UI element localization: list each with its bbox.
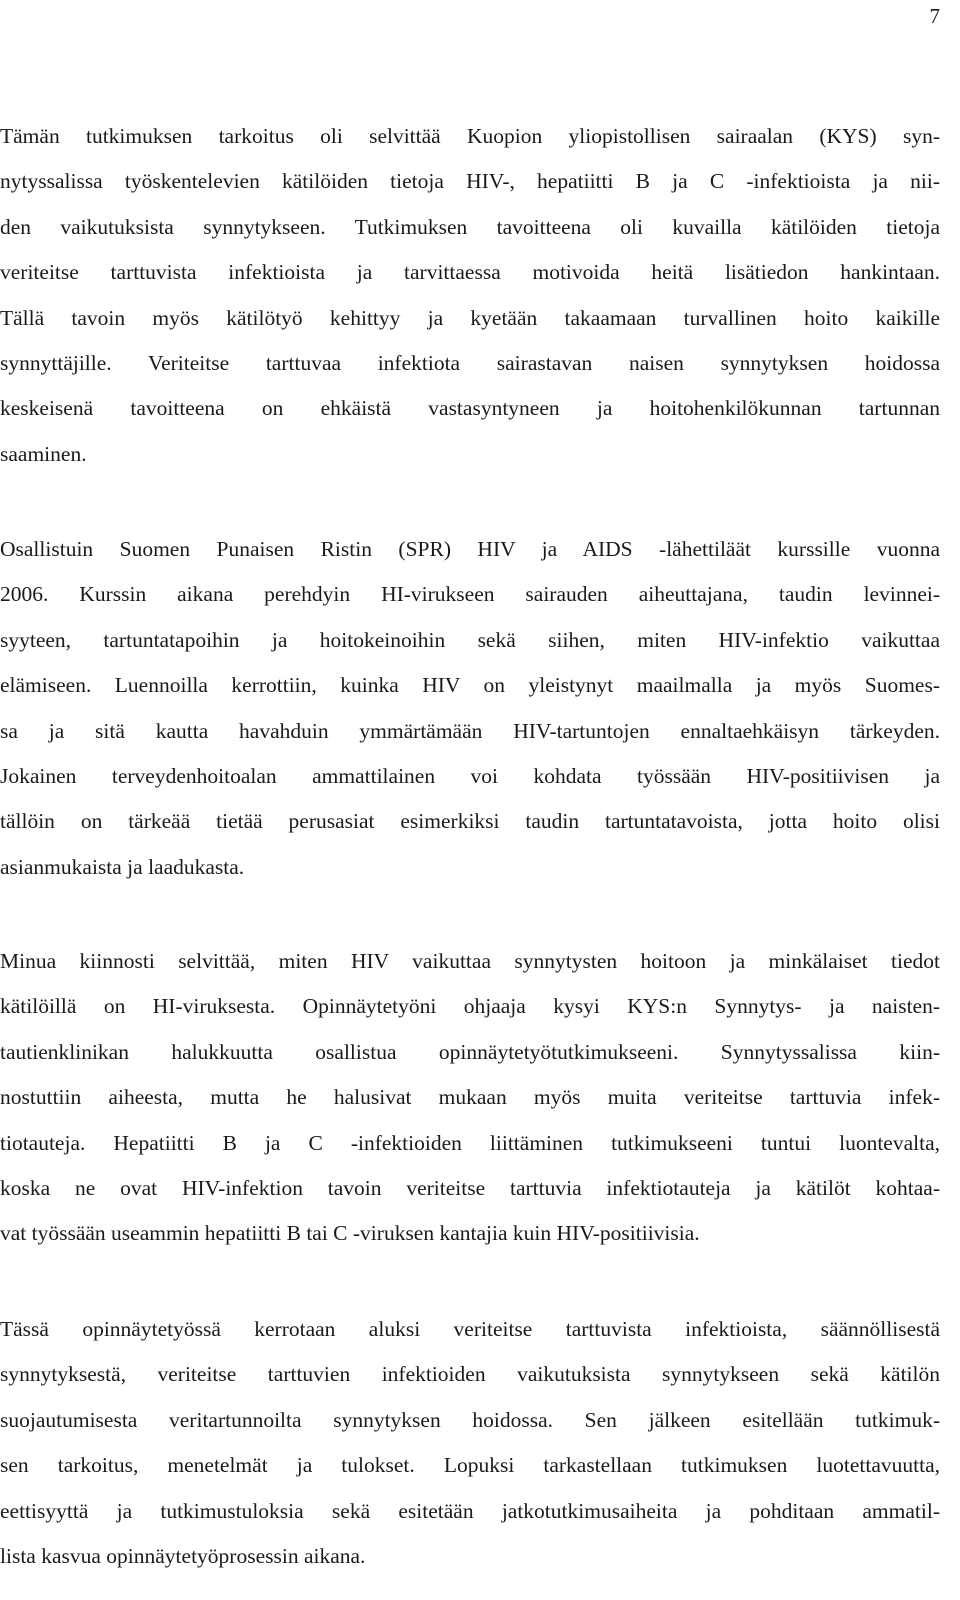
text-line: asianmukaista ja laadukasta. [0, 854, 245, 879]
text-line: Tällä tavoin myös kätilötyö kehittyy ja kyetään takaamaan turvallinen hoito kaikille [0, 305, 940, 330]
text-line: veriteitse tarttuvista infektioista ja tarvittaessa motivoida heitä lisätiedon hankintaan. [0, 260, 940, 285]
paragraph-purpose [0, 114, 940, 477]
text-line: tiotauteja. Hepatiitti B ja C -infektioiden liittäminen tutkimukseeni tuntui luontevalta, [0, 1130, 940, 1155]
text-line: Tämän tutkimuksen tarkoitus oli selvittää Kuopion yliopistollisen sairaalan (KYS) syn- [0, 124, 940, 148]
text-line: Tässä opinnäytetyössä kerrotaan aluksi veriteitse tarttuvista infektioista, säännöllisestä [0, 1317, 940, 1341]
text-line: tällöin on tärkeää tietää perusasiat esimerkiksi taudin tartuntatavoista, jotta hoito olisi [0, 809, 940, 834]
page-number: 7 [929, 4, 940, 28]
text-line: den vaikutuksista synnytykseen. Tutkimuksen tavoitteena oli kuvailla kätilöiden tietoja [0, 214, 940, 239]
text-line: Minua kiinnosti selvittää, miten HIV vaikuttaa synnytysten hoitoon ja minkälaiset tiedot [0, 949, 940, 973]
text-line: 2006. Kurssin aikana perehdyin HI-virukseen sairauden aiheuttajana, taudin levinnei- [0, 582, 940, 607]
paragraph-structure [0, 1307, 940, 1579]
text-line: koska ne ovat HIV-infektion tavoin veriteitse tarttuvia infektiotauteja ja kätilöt kohtaa- [0, 1175, 940, 1200]
text-line: nytyssalissa työskentelevien kätilöiden tietoja HIV-, hepatiitti B ja C -infektioista ja nii- [0, 169, 940, 194]
text-line: vat työssään useammin hepatiitti B tai C -viruksen kantajia kuin HIV-positiivisia. [0, 1221, 700, 1246]
text-line: synnytyksestä, veriteitse tarttuvien infektioiden vaikutuksista synnytykseen sekä kätilön [0, 1362, 940, 1387]
text-line: syyteen, tartuntatapoihin ja hoitokeinoihin sekä siihen, miten HIV-infektio vaikuttaa [0, 627, 940, 652]
text-line: eettisyyttä ja tutkimustuloksia sekä esitetään jatkotutkimusaiheita ja pohditaan ammatil- [0, 1498, 940, 1523]
text-line: elämiseen. Luennoilla kerrottiin, kuinka HIV on yleistynyt maailmalla ja myös Suomes- [0, 673, 940, 698]
text-line: sa ja sitä kautta havahduin ymmärtämään HIV-tartuntojen ennaltaehkäisyn tärkeyden. [0, 718, 940, 743]
text-line: kätilöillä on HI-viruksesta. Opinnäytetyöni ohjaaja kysyi KYS:n Synnytys- ja naisten- [0, 994, 940, 1019]
text-line: nostuttiin aiheesta, mutta he halusivat mukaan myös muita veriteitse tarttuvia infek- [0, 1085, 940, 1110]
text-line: synnyttäjille. Veriteitse tarttuvaa infektiota sairastavan naisen synnytyksen hoidossa [0, 350, 940, 375]
text-line: Jokainen terveydenhoitoalan ammattilainen voi kohdata työssään HIV-positiivisen ja [0, 763, 940, 788]
text-line: sen tarkoitus, menetelmät ja tulokset. Lopuksi tarkastellaan tutkimuksen luotettavuutta, [0, 1453, 940, 1478]
text-line: saaminen. [0, 441, 87, 466]
text-line: keskeisenä tavoitteena on ehkäistä vastasyntyneen ja hoitohenkilökunnan tartunnan [0, 396, 940, 421]
text-line: tautienklinikan halukkuutta osallistua opinnäytetyötutkimukseeni. Synnytyssalissa kiin- [0, 1039, 940, 1064]
text-line: suojautumisesta veritartunnoilta synnytyksen hoidossa. Sen jälkeen esitellään tutkimuk- [0, 1407, 940, 1432]
text-line: lista kasvua opinnäytetyöprosessin aikana. [0, 1543, 366, 1568]
paragraph-motivation [0, 939, 940, 1257]
paragraph-background [0, 527, 940, 890]
text-line: Osallistuin Suomen Punaisen Ristin (SPR) HIV ja AIDS -lähettiläät kurssille vuonna [0, 537, 940, 561]
